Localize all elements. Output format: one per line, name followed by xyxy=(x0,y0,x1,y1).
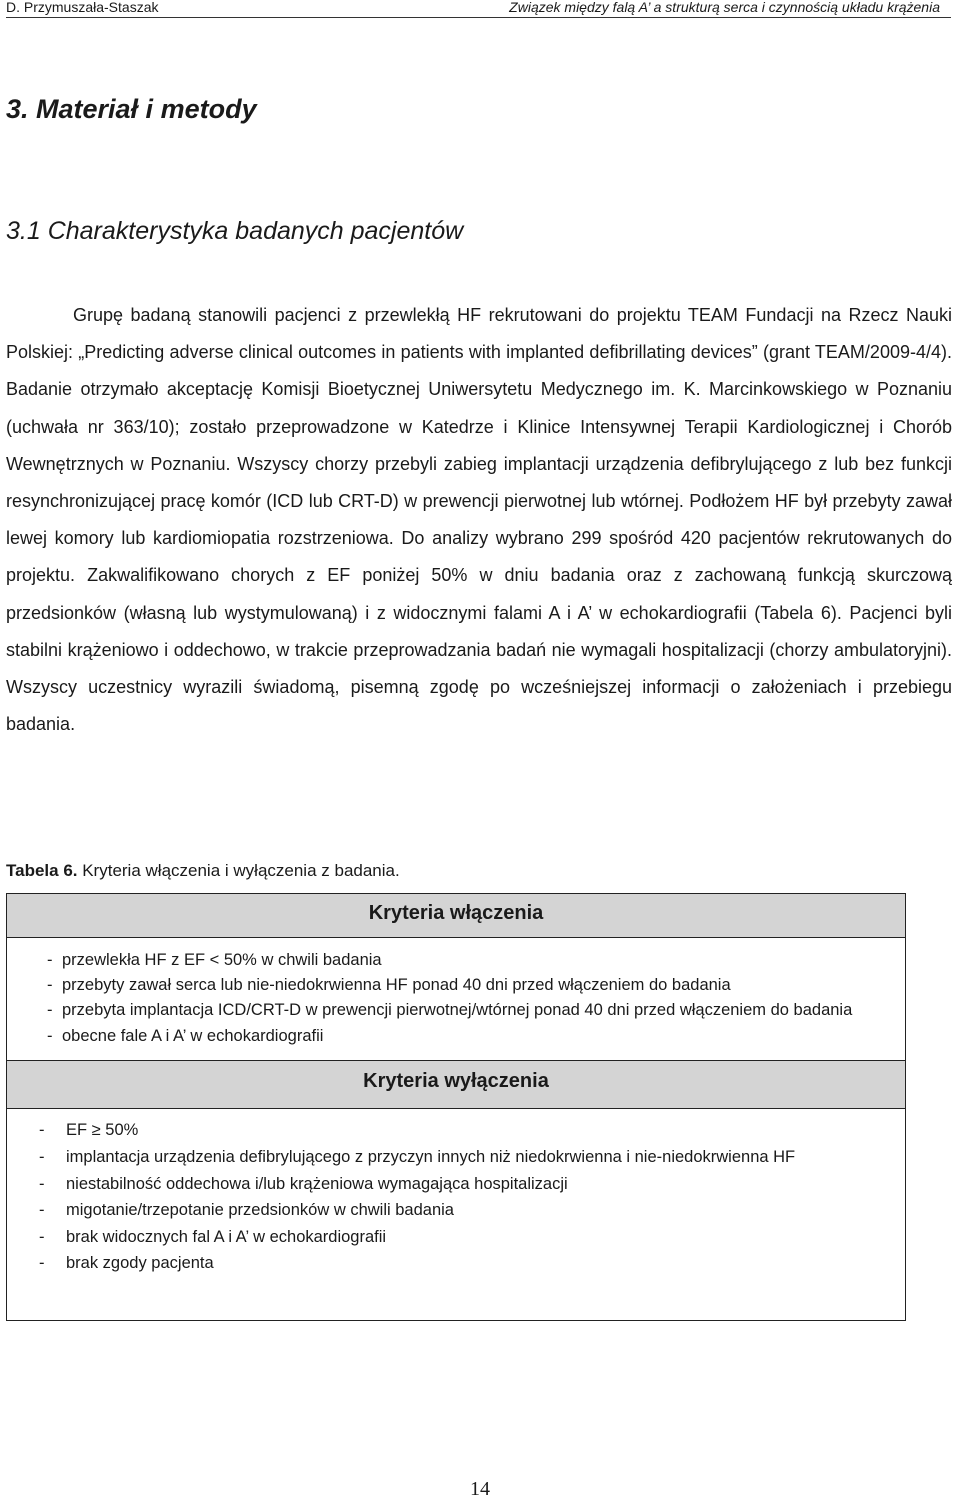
page-number: 14 xyxy=(470,1478,490,1500)
table-caption-text: Kryteria włączenia i wyłączenia z badania. xyxy=(77,861,400,880)
list-item: - obecne fale A i A’ w echokardiografii xyxy=(47,1024,905,1049)
chapter-title: 3. Materiał i metody xyxy=(6,94,257,124)
list-item: - EF ≥ 50% xyxy=(39,1117,905,1144)
exclusion-heading: Kryteria wyłączenia xyxy=(7,1060,905,1109)
section-title: 3.1 Charakterystyka badanych pacjentów xyxy=(6,217,464,245)
list-item: - przebyta implantacja ICD/CRT-D w prewencji pierwotnej/wtórnej ponad 40 dni przed włączeniem do badania xyxy=(47,998,905,1024)
header-divider xyxy=(6,17,951,18)
list-item: - przebyty zawał serca lub nie-niedokrwienna HF ponad 40 dni przed włączeniem do badania xyxy=(47,973,905,998)
table-caption xyxy=(6,860,400,882)
list-item: - migotanie/trzepotanie przedsionków w chwili badania xyxy=(39,1197,905,1224)
list-item: - brak widocznych fal A i A’ w echokardiografii xyxy=(39,1224,905,1251)
list-item: - brak zgody pacjenta xyxy=(39,1250,905,1277)
exclusion-list xyxy=(7,1109,905,1277)
running-header xyxy=(0,0,960,18)
header-title: Związek między falą A’ a strukturą serca i czynnością układu krążenia xyxy=(509,0,940,15)
list-item: - niestabilność oddechowa i/lub krążeniowa wymagająca hospitalizacji xyxy=(39,1171,905,1198)
inclusion-heading: Kryteria włączenia xyxy=(7,894,905,938)
table-caption-label: Tabela 6. xyxy=(6,861,78,880)
body-paragraph: Grupę badaną stanowili pacjenci z przewlekłą HF rekrutowani do projektu TEAM Fundacji na Rzecz Nauki Polskiej: „Predicting adverse clinical outcomes in patients with implanted defibrillating devices” (grant TEAM/2009-4/4). Badanie otrzymało akceptację Komisji Bioetycznej Uniwersytetu Medycznego im. K. Marcinkowskiego w Poznaniu (uchwała nr 363/10); zostało przeprowadzone w Katedrze i Klinice Intensywnej Terapii Kardiologicznej i Chorób Wewnętrznych w Poznaniu. Wszyscy chorzy przebyli zabieg implantacji urządzenia defibrylującego z lub bez funkcji resynchronizującej pracę komór (ICD lub CRT-D) w prewencji pierwotnej lub wtórnej. Podłożem HF był przebyty zawał lewej komory lub kardiomiopatia rozstrzeniowa. Do analizy wybrano 299 spośród 420 pacjentów rekrutowanych do projektu. Zakwalifikowano chorych z EF poniżej 50% w dniu badania oraz z zachowaną funkcją skurczową przedsionków (własną lub wystymulowaną) i z widocznymi falami A i A’ w echokardiografii (Tabela 6). Pacjenci byli stabilni krążeniowo i oddechowo, w trakcie przeprowadzania badań nie wymagali hospitalizacji (chorzy ambulatoryjni). Wszyscy uczestnicy wyrazili świadomą, pisemną zgodę po wcześniejszej informacji o założeniach i przebiegu badania. xyxy=(6,305,952,735)
list-item: - przewlekła HF z EF < 50% w chwili badania xyxy=(47,948,905,973)
list-item: - implantacja urządzenia defibrylującego z przyczyn innych niż niedokrwienna i nie-niedokrwienna HF xyxy=(39,1144,905,1171)
header-author: D. Przymuszała-Staszak xyxy=(6,0,159,15)
inclusion-list xyxy=(7,938,905,1060)
criteria-table xyxy=(6,893,906,1321)
